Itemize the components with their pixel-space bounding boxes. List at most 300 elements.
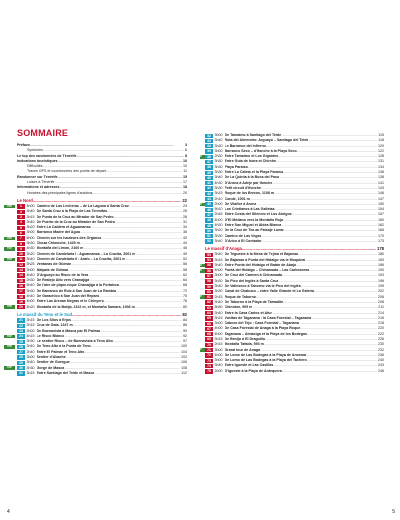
front-item-label: Horaires des principales lignes d'autobus	[27, 190, 93, 195]
route-duration: 3h30	[214, 170, 223, 175]
route-duration: 3h30	[214, 159, 223, 164]
section-page: 22	[182, 197, 187, 203]
route-name: Petit circuit d'Ifonche	[224, 185, 261, 190]
route-page: 120	[378, 143, 384, 148]
route-page: 180	[378, 252, 384, 257]
route-number-badge: 28	[17, 355, 25, 359]
route-number-badge: 48	[205, 218, 213, 222]
route-name: De Valleseco à Taborno via le Pico del Inglés	[224, 284, 301, 289]
route-number-badge: 23	[17, 329, 25, 333]
route-number-badge: 16	[17, 284, 25, 288]
route-duration: 4h00	[214, 352, 223, 357]
route-name: De Tamaimo à Santiago del Teide	[224, 133, 282, 137]
route-duration: 2h15	[214, 294, 223, 299]
route-name: Chemin sur les hauteurs des Órganos	[36, 235, 102, 240]
route-number-badge: 74	[205, 364, 213, 368]
route-page: 86	[183, 323, 187, 328]
top-badge: TOP	[4, 237, 15, 241]
front-item-label: Préface	[17, 143, 30, 147]
route-page: 160	[378, 217, 384, 222]
route-name: De Buenavista à Masca par El Palmar	[36, 328, 101, 333]
route-page: 28	[183, 214, 187, 219]
route-page: 26	[183, 209, 187, 214]
route-name: D'El Médano vers la Montaña Roja	[224, 217, 283, 222]
route-page: 211	[378, 305, 384, 310]
route-duration: 5h25	[26, 262, 35, 267]
route-duration: 3h40	[214, 284, 223, 289]
route-number-badge: 19	[17, 300, 25, 304]
route-duration: 3h40	[214, 138, 223, 143]
route-duration: 4h30	[26, 246, 35, 251]
toc-right	[200, 133, 400, 374]
route-number-badge: 32	[205, 134, 213, 138]
route-name: Los Cristianos à Las Galletas	[224, 207, 275, 212]
route-number-badge: 39	[205, 171, 213, 175]
route-page: 230	[378, 342, 384, 347]
route-number-badge: 62	[205, 300, 213, 304]
route-duration: 2h00	[214, 368, 223, 373]
route-duration: 4h30	[214, 180, 223, 185]
route-number-badge: 44	[205, 197, 213, 201]
route-page: 128	[378, 154, 384, 159]
route-name: De la Cruz de Tea au Paisaje Lunar	[224, 228, 284, 233]
route-duration: 3h40	[26, 360, 35, 365]
route-duration: 3h00	[26, 267, 35, 272]
toc-route-row	[200, 369, 400, 374]
route-name: Le Risco Blanco	[36, 333, 65, 338]
route-duration: 3h00	[214, 321, 223, 326]
route-number-badge: 54	[205, 258, 213, 262]
front-item-page: 18	[183, 185, 187, 190]
route-page: 64	[183, 278, 187, 283]
route-duration: 3h40	[26, 219, 35, 224]
route-name: Entre La Caleta et la Playa Paraíso	[224, 170, 284, 175]
route-number-badge: 7	[17, 236, 25, 240]
route-duration: 3h30	[26, 241, 35, 246]
route-number-badge: 53	[205, 253, 213, 257]
route-duration: 3h40	[214, 252, 223, 257]
route-page: 240	[378, 358, 384, 363]
dot-leader	[262, 239, 378, 244]
route-name: Montaña Tafada, 593 m	[224, 342, 264, 347]
route-name: Entre Igueste et Las Casillas	[224, 363, 274, 368]
route-name: Cruz de Gala, 1347 m	[36, 323, 73, 328]
route-number-badge: 46	[205, 208, 213, 212]
top-badge: TOP	[4, 247, 15, 251]
route-duration: 4h00	[26, 299, 35, 304]
route-page: 100	[181, 344, 187, 349]
route-number-badge: 25	[17, 340, 25, 344]
route-number-badge: 11	[17, 257, 25, 261]
route-duration: 3h15	[214, 191, 223, 196]
route-duration: 3h00	[26, 328, 35, 333]
route-number-badge: 75	[205, 369, 213, 373]
front-item-label: Le top des randonnées de Ténérife	[17, 153, 77, 158]
route-number-badge: 67	[205, 327, 213, 331]
route-duration: 4h00	[26, 203, 35, 208]
route-name: Ventanas de Güímar	[36, 262, 72, 267]
route-duration: 3h40	[214, 175, 223, 180]
route-name: Conde, 1001 m	[224, 196, 250, 201]
route-page: 206	[378, 294, 384, 299]
section-name: Le massif d'Anaga	[205, 246, 242, 252]
section-page: 82	[182, 311, 187, 317]
route-name: De Benijo à El Draguillo	[224, 336, 266, 341]
front-item-label: Difficultés	[27, 164, 43, 169]
route-name: Taganana – Almáciga et la Playa de los Bodegas	[224, 331, 307, 336]
route-number-badge: 30	[17, 366, 25, 370]
front-item-label: Randonner sur Ténérife	[17, 174, 58, 179]
route-duration: 2h15	[214, 342, 223, 347]
route-duration: 5h40	[26, 283, 35, 288]
route-name: Entre Guía de Isora et Chirche	[224, 159, 277, 164]
route-page: 138	[378, 175, 384, 180]
route-page: 75	[183, 294, 187, 299]
route-number-badge: 8	[17, 242, 25, 246]
route-number-badge: 20	[17, 305, 25, 309]
route-page: 80	[183, 304, 187, 309]
dot-leader	[242, 245, 376, 252]
route-duration: 3h20	[26, 251, 35, 256]
route-page: 243	[378, 363, 384, 368]
front-item-page: 3	[185, 143, 187, 147]
route-page: 208	[378, 299, 384, 304]
route-duration: 3h15	[26, 317, 35, 322]
route-duration: 3h40	[214, 299, 223, 304]
route-page: 115	[378, 133, 384, 137]
route-number-badge: 37	[205, 160, 213, 164]
route-number-badge: 61	[205, 295, 213, 299]
route-name: Barranco Madre del Agua	[36, 230, 80, 235]
route-duration: 3h40	[26, 256, 35, 261]
route-name: Cabezo del Tejo : Casa Forestal – Taganana	[224, 321, 299, 326]
route-name: Barranco Seco – d'Ifonche à la Playa Seco	[224, 148, 297, 153]
route-number-badge: 17	[17, 289, 25, 293]
route-page: 218	[378, 321, 384, 326]
route-name: De Garachico à San Juan del Reparo	[36, 294, 100, 299]
route-duration: 2h30	[26, 278, 35, 283]
route-duration: 3h40	[214, 238, 223, 243]
route-number-badge: 12	[17, 263, 25, 267]
route-page: 58	[183, 267, 187, 272]
route-name: Ruta del Almendro: Arguayo – Santiago del Teide	[224, 138, 309, 143]
route-page: 36	[183, 230, 187, 235]
route-name: De l'aire de pique-nique Chanajiga à la Fortaleza	[36, 283, 119, 288]
route-number-badge: 64	[205, 311, 213, 315]
route-number-badge: 34	[205, 144, 213, 148]
route-number-badge: 36	[205, 155, 213, 159]
route-page: 49	[183, 251, 187, 256]
route-duration: 3h30	[26, 288, 35, 293]
front-item-label: Traces GPS et coordonnées des points de départ	[27, 169, 106, 174]
route-number-badge: 70	[205, 343, 213, 347]
route-page: 214	[378, 310, 384, 315]
route-number-badge: 24	[17, 334, 25, 338]
route-duration: 3h00	[26, 354, 35, 359]
toc-front-item	[0, 191, 200, 196]
route-duration: 4h00	[214, 326, 223, 331]
route-page: 31	[183, 219, 187, 224]
route-duration: 3h00	[214, 148, 223, 153]
route-page: 147	[378, 196, 384, 201]
route-number-badge: 27	[17, 350, 25, 354]
route-number-badge: 73	[205, 359, 213, 363]
page-title: SOMMAIRE	[17, 128, 69, 138]
route-duration: 3h20	[214, 228, 223, 233]
dot-leader	[282, 369, 377, 374]
route-number-badge: 52	[205, 239, 213, 243]
route-number-badge: 33	[205, 139, 213, 143]
route-name: De Lomo de Las Bodegas à la Playa de Anosma	[224, 352, 307, 357]
route-name: De Tegueste à la Mesa de Tejina et Bajamar	[224, 252, 299, 257]
route-number-badge: 40	[205, 176, 213, 180]
route-page: 146	[378, 191, 384, 196]
route-number-badge: 21	[17, 318, 25, 322]
route-number-badge: 63	[205, 306, 213, 310]
route-page: 122	[378, 148, 384, 153]
route-name: Vueltas de Taganana : la Casa Forestal – Taganana	[224, 315, 312, 320]
route-page: 199	[378, 284, 384, 289]
route-duration: 2h10	[214, 196, 223, 201]
route-name: De Taborno à la Playa de Tamadite	[224, 299, 284, 304]
route-duration: 3h30	[214, 164, 223, 169]
route-page: 134	[378, 164, 384, 169]
route-duration: 3h00	[26, 230, 35, 235]
route-page: 170	[378, 233, 384, 238]
dot-leader	[94, 371, 180, 376]
route-name: De Los Silos à Erjos	[36, 317, 72, 322]
front-item-page: 11	[183, 169, 187, 174]
route-page: 56	[183, 262, 187, 267]
route-name: Sentier d'Abache	[36, 354, 66, 359]
route-name: Du Pico del Inglés à Santa Cruz	[224, 278, 279, 283]
route-name: Entre Las Arenas Negras et le Chinyero	[36, 299, 104, 304]
route-name: Entre la Casa Carlos et Afur	[224, 310, 272, 315]
top-badge: TOP	[4, 366, 15, 370]
route-page: 202	[378, 289, 384, 294]
route-page: 112	[181, 370, 187, 375]
route-page: 150	[378, 201, 384, 206]
route-page: 186	[378, 262, 384, 267]
route-number-badge: 22	[17, 324, 25, 328]
route-name: De Puerto de la Cruz au Mirador de San Pedro	[36, 219, 115, 224]
route-duration: 2h15	[26, 323, 35, 328]
route-page: 193	[378, 273, 384, 278]
route-name: Entre El Palmar et Teno Alto	[36, 349, 85, 354]
route-duration: 3h40	[214, 310, 223, 315]
route-page: 216	[378, 315, 384, 320]
route-duration: 3h40	[26, 209, 35, 214]
route-name: Camino de Las Lecheras – de La Laguna à Santa Cruz	[36, 203, 129, 208]
route-name: Chemin de Candelaria I : Aguamansa – La Crucita, 2061 m	[36, 251, 136, 256]
route-page: 236	[378, 352, 384, 357]
route-page: 157	[378, 212, 384, 217]
top-badge: TOP	[4, 335, 15, 339]
route-duration: 3h15	[26, 214, 35, 219]
route-number-badge: 57	[205, 274, 213, 278]
toc-section-heading	[200, 245, 400, 252]
route-name: Chinobre, 909 m	[224, 305, 253, 310]
top-badge: TOP	[4, 205, 15, 209]
top-badge: TOP	[4, 345, 15, 349]
route-number-badge: 41	[205, 181, 213, 185]
route-name: Entre Santiago del Teide et Masca	[36, 370, 95, 375]
route-name: Camino de Las Vegas	[224, 233, 262, 238]
route-duration: 3h30	[26, 365, 35, 370]
route-name: Playa Paraíso	[224, 164, 248, 169]
route-duration: 4h15	[26, 333, 35, 338]
route-number-badge: 3	[17, 215, 25, 219]
route-number-badge: 42	[205, 186, 213, 190]
route-number-badge: 4	[17, 220, 25, 224]
route-page: 131	[378, 159, 384, 164]
top-badge	[200, 269, 205, 273]
route-name: Chemin de Candelaria II : Arafo – La Crucita, 2061 m	[36, 256, 126, 261]
right-page	[200, 0, 400, 520]
route-page: 226	[378, 336, 384, 341]
route-duration: 3h30	[214, 233, 223, 238]
route-page: 46	[183, 246, 187, 251]
route-duration: 4h00	[214, 331, 223, 336]
route-name: D'Arona à Adeje par Ifonche	[224, 180, 273, 185]
route-name: Canal de Chabuco – entre Valle Grande et La Galería	[224, 289, 314, 294]
route-name: De Barranco de Ruiz à San Juan de La Rambla	[36, 288, 116, 293]
route-page: 68	[183, 283, 187, 288]
route-page: 232	[378, 347, 384, 352]
front-item-page: 6	[185, 148, 187, 153]
route-duration: 3h15	[214, 315, 223, 320]
route-page: 136	[378, 170, 384, 175]
top-badge	[200, 295, 205, 299]
section-page: 178	[377, 246, 384, 252]
route-number-badge: 1	[17, 204, 25, 208]
route-number-badge: 38	[205, 165, 213, 169]
route-name: De Lomo de Las Bodegas à la Playa del Tachero	[224, 358, 307, 363]
route-number-badge: 35	[205, 149, 213, 153]
route-number-badge: 56	[205, 269, 213, 273]
dot-leader	[72, 311, 181, 318]
route-duration: 3h40	[214, 262, 223, 267]
route-name: Entre San Miguel et Aldea Blanca	[224, 223, 282, 228]
route-page: 154	[378, 207, 384, 212]
route-number-badge: 6	[17, 231, 25, 235]
route-duration: 3h40	[26, 344, 35, 349]
route-duration: 3h00	[214, 347, 223, 352]
route-duration: 2h45	[214, 212, 223, 217]
route-number-badge: 68	[205, 332, 213, 336]
front-item-page: 8	[185, 153, 187, 158]
route-number-badge: 43	[205, 192, 213, 196]
route-name: Entre Tamaimo et Los Gigantes	[224, 154, 279, 159]
route-name: Choza Chimoche, 1425 m	[36, 241, 80, 246]
route-number-badge: 51	[205, 234, 213, 238]
route-page: 108	[181, 365, 187, 370]
route-name: De Casa Forestal de Anaga à la Playa Roque	[224, 326, 301, 331]
route-number-badge: 66	[205, 322, 213, 326]
top-badge	[200, 203, 205, 207]
route-page: 118	[378, 138, 384, 143]
route-number-badge: 29	[17, 361, 25, 365]
top-badge	[200, 264, 205, 268]
section-name: Le massif du Teno et le Sud	[17, 311, 73, 317]
route-number-badge: 18	[17, 295, 25, 299]
route-duration: 3h30	[214, 289, 223, 294]
route-name: Le sentier Risco – de Buenavista à Teno Alto	[36, 339, 113, 344]
route-duration: 4h00	[214, 268, 223, 273]
route-number-badge: 13	[17, 268, 25, 272]
route-duration: 4h40	[26, 272, 35, 277]
route-number-badge: 59	[205, 285, 213, 289]
route-page: 246	[378, 368, 384, 373]
route-number-badge: 5	[17, 226, 25, 230]
route-name: Roque de Taborno	[224, 294, 256, 299]
route-page: 222	[378, 331, 384, 336]
page-number-right: 5	[392, 509, 395, 515]
route-page: 24	[183, 203, 187, 208]
route-page: 44	[183, 241, 187, 246]
route-page: 106	[181, 360, 187, 365]
route-page: 40	[183, 235, 187, 240]
toc-route-row	[0, 371, 200, 376]
route-name: Gorge de Masca	[36, 365, 65, 370]
route-duration: 3h30	[214, 143, 223, 148]
route-number-badge: 58	[205, 279, 213, 283]
toc-route-row	[200, 239, 400, 244]
route-name: Grand tour de Anaga	[224, 347, 261, 352]
dot-leader	[33, 197, 182, 204]
route-duration: 3h15	[26, 370, 35, 375]
route-page: 92	[183, 333, 187, 338]
route-duration: 2h00	[214, 201, 223, 206]
route-page: 220	[378, 326, 384, 331]
route-number-badge: 71	[205, 348, 213, 352]
route-name: Entre La Caldera et Aguamansa	[36, 225, 91, 230]
route-duration: 3h40	[214, 363, 223, 368]
route-name: Le Barranco del Infierno	[224, 143, 266, 148]
route-page: 62	[183, 272, 187, 277]
route-page: 52	[183, 256, 187, 261]
route-duration: 4h20	[26, 304, 35, 309]
route-name: Sentier de Guergue	[36, 360, 70, 365]
route-name: De Santa Cruz à la Playa de Las Teresitas	[36, 209, 108, 214]
route-duration: 3h30	[26, 339, 35, 344]
route-page: 97	[183, 339, 187, 344]
front-item-page: 20	[183, 190, 187, 195]
route-duration: 2h30	[214, 154, 223, 159]
route-page: 183	[378, 257, 384, 262]
route-number-badge: 26	[17, 345, 25, 349]
page-number-left: 4	[7, 509, 10, 515]
route-name: D'Arguayo au Risco de la Vera	[36, 272, 89, 277]
front-item-page: 10	[183, 164, 187, 169]
route-duration: 4h40	[26, 294, 35, 299]
route-name: Entre Costa del Silencio et Los Abrigos	[224, 212, 292, 217]
route-duration: 5h50	[214, 305, 223, 310]
route-name: Punta del Hidalgo – Chinamada – Las Carboneras	[224, 268, 310, 273]
route-name: Montaña de la Botija, 2122 m, et Montaña Samara, 1936 m	[36, 304, 135, 309]
toc-route-row	[0, 305, 200, 310]
route-page: 143	[378, 185, 384, 190]
route-name: De Teno Alto à la Punta de Teno	[36, 344, 91, 349]
route-duration: 3h20	[26, 225, 35, 230]
route-duration: 3h30	[214, 278, 223, 283]
route-number-badge: 31	[17, 371, 25, 375]
route-page: 102	[181, 354, 187, 359]
route-number-badge: 50	[205, 229, 213, 233]
top-badge	[200, 155, 205, 159]
route-number-badge: 72	[205, 353, 213, 357]
route-page: 162	[378, 223, 384, 228]
